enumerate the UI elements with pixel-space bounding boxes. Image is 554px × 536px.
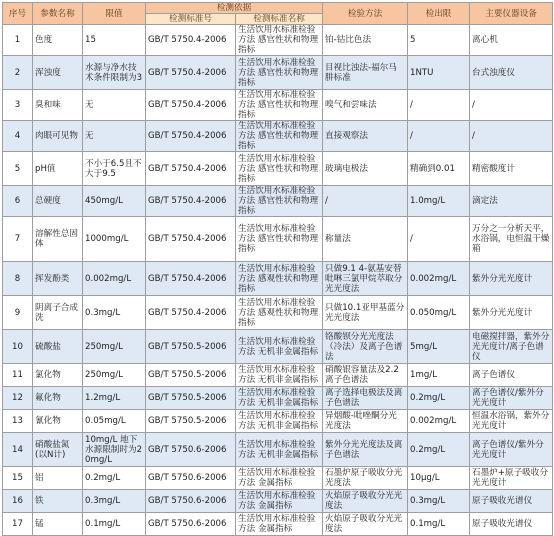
cell-param: 肉眼可见物: [33, 121, 83, 152]
cell-std-no: GB/T 5750.6-2006: [146, 490, 236, 513]
cell-method: 紫外分光光度法及离子色谱法: [323, 433, 408, 467]
cell-method: 火焰原子吸收分光光度法: [323, 490, 408, 513]
header-no: 序号: [3, 3, 33, 25]
cell-limit: 0.1mg/L: [83, 513, 146, 536]
cell-detect: 0.2mg/L: [408, 387, 470, 410]
cell-instrument: 原子吸收光谱仪: [470, 490, 553, 513]
header-limit: 限值: [83, 3, 146, 25]
cell-param: 氯化物: [33, 364, 83, 387]
cell-std-no: GB/T 5750.6-2006: [146, 513, 236, 536]
table-row: [3, 186, 553, 217]
cell-instrument: 紫外分光光度计: [470, 262, 553, 296]
cell-instrument: 石墨炉+原子吸收分光光度计: [470, 467, 553, 490]
header-std-name: 检测标准名称: [236, 14, 323, 25]
cell-limit: 无: [83, 90, 146, 121]
cell-limit: 10mg/L 地下水源限制时为20mg/L: [83, 433, 146, 467]
header-detect: 检出限: [408, 3, 470, 25]
cell-method: 称量法: [323, 217, 408, 262]
cell-method: 铂-钴比色法: [323, 25, 408, 56]
cell-detect: 0.1mg/L: [408, 513, 470, 536]
cell-std-no: GB/T 5750.5-2006: [146, 330, 236, 364]
cell-no: 9: [3, 296, 33, 330]
cell-param: 铁: [33, 490, 83, 513]
cell-std-no: GB/T 5750.5-2006: [146, 364, 236, 387]
table-row: [3, 364, 553, 387]
cell-detect: 0.002mg/L: [408, 410, 470, 433]
cell-param: 氰化物: [33, 410, 83, 433]
cell-std-no: GB/T 5750.4-2006: [146, 186, 236, 217]
cell-std-no: GB/T 5750.5-2006: [146, 387, 236, 410]
cell-method: 只做10.1亚甲基蓝分光光度法: [323, 296, 408, 330]
cell-no: 12: [3, 387, 33, 410]
cell-detect: 0.002mg/L: [408, 262, 470, 296]
cell-method: 只做9.1 4-氨基安替吡啉三氯甲烷萃取分光光度法: [323, 262, 408, 296]
cell-param: 硝酸盐氮(以N计): [33, 433, 83, 467]
table-row: [3, 25, 553, 56]
cell-std-no: GB/T 5750.5-2006: [146, 410, 236, 433]
cell-param: 总硬度: [33, 186, 83, 217]
cell-std-name: 生活饮用水标准检验方法 感观性状和物理指标: [236, 296, 323, 330]
cell-std-name: 生活饮用水标准检验方法 感官性状和物理指标: [236, 25, 323, 56]
cell-detect: 0.2mg/L: [408, 433, 470, 467]
cell-method: 异烟酸-吡唑酮分光光度法: [323, 410, 408, 433]
cell-std-no: GB/T 5750.6-2006: [146, 467, 236, 490]
cell-method: 离子选择电极法及离子色谱法: [323, 387, 408, 410]
cell-detect: /: [408, 90, 470, 121]
cell-no: 5: [3, 152, 33, 186]
cell-std-name: 生活饮用水标准检验方法 无机非金属指标: [236, 410, 323, 433]
cell-limit: 不小于6.5且不大于9.5: [83, 152, 146, 186]
cell-no: 10: [3, 330, 33, 364]
cell-no: 1: [3, 25, 33, 56]
cell-param: 挥发酚类: [33, 262, 83, 296]
table-row: [3, 152, 553, 186]
cell-std-no: GB/T 5750.6-2006: [146, 433, 236, 467]
cell-method: 直接观察法: [323, 121, 408, 152]
table-row: [3, 262, 553, 296]
header-method: 检验方法: [323, 3, 408, 25]
header-std-no: 检测标准号: [146, 14, 236, 25]
cell-detect: 0.050mg/L: [408, 296, 470, 330]
table-row: [3, 433, 553, 467]
cell-instrument: 离心机: [470, 25, 553, 56]
cell-no: 11: [3, 364, 33, 387]
cell-detect: 0.3mg/L: [408, 490, 470, 513]
table-header: [3, 3, 553, 25]
cell-limit: 1.2mg/L: [83, 387, 146, 410]
water-test-table: [2, 2, 553, 536]
header-basis: 检测依据: [146, 3, 323, 14]
cell-detect: 1mg/L: [408, 364, 470, 387]
cell-param: 硫酸盐: [33, 330, 83, 364]
cell-std-name: 生活饮用水标准检验方法 金属指标: [236, 467, 323, 490]
cell-instrument: 原子吸收光谱仪: [470, 513, 553, 536]
cell-detect: 精确到0.01: [408, 152, 470, 186]
table-row: [3, 330, 553, 364]
cell-instrument: 电磁搅拌器，紫外分光光度计/离子色谱仪: [470, 330, 553, 364]
cell-no: 15: [3, 467, 33, 490]
table-body: [3, 25, 553, 536]
table-row: [3, 296, 553, 330]
cell-std-no: GB/T 5750.4-2006: [146, 262, 236, 296]
cell-limit: 0.3mg/L: [83, 296, 146, 330]
cell-method: 玻璃电极法: [323, 152, 408, 186]
cell-param: 臭和味: [33, 90, 83, 121]
cell-std-no: GB/T 5750.4-2006: [146, 296, 236, 330]
cell-no: 8: [3, 262, 33, 296]
cell-std-no: GB/T 5750.4-2006: [146, 56, 236, 90]
cell-instrument: 紫外分光光度计: [470, 296, 553, 330]
cell-param: 阴离子合成洗: [33, 296, 83, 330]
cell-no: 3: [3, 90, 33, 121]
cell-limit: 250mg/L: [83, 330, 146, 364]
cell-no: 17: [3, 513, 33, 536]
cell-instrument: 精密酸度计: [470, 152, 553, 186]
cell-method: 石墨炉原子吸收分光光度法: [323, 467, 408, 490]
cell-limit: 0.3mg/L: [83, 490, 146, 513]
table-row: [3, 90, 553, 121]
table-row: [3, 513, 553, 536]
cell-limit: 无: [83, 121, 146, 152]
cell-std-name: 生活饮用水标准检验方法 金属指标: [236, 513, 323, 536]
cell-std-name: 生活饮用水标准检验方法 感观性状和物理指标: [236, 262, 323, 296]
cell-param: 浑浊度: [33, 56, 83, 90]
cell-param: 锰: [33, 513, 83, 536]
cell-method: 硝酸银容量法及2.2离子色谱法: [323, 364, 408, 387]
cell-no: 2: [3, 56, 33, 90]
table-row: [3, 56, 553, 90]
cell-detect: 5: [408, 25, 470, 56]
cell-std-name: 生活饮用水标准检验方法 无机非金属指标: [236, 387, 323, 410]
cell-no: 16: [3, 490, 33, 513]
cell-instrument: 恒温水浴锅，紫外分光光度计: [470, 410, 553, 433]
cell-detect: 1.0mg/L: [408, 186, 470, 217]
cell-param: pH值: [33, 152, 83, 186]
cell-limit: 250mg/L: [83, 364, 146, 387]
table-row: [3, 490, 553, 513]
cell-std-name: 生活饮用水标准检验方法 无机非金属指标: [236, 330, 323, 364]
cell-limit: 15: [83, 25, 146, 56]
cell-instrument: 台式浊度仪: [470, 56, 553, 90]
cell-param: 氟化物: [33, 387, 83, 410]
cell-method: 铬酸钡分光光度法（冷法）及离子色谱法: [323, 330, 408, 364]
cell-no: 13: [3, 410, 33, 433]
cell-no: 6: [3, 186, 33, 217]
cell-std-name: 生活饮用水标准检验方法 感官性状和物理指标: [236, 217, 323, 262]
cell-limit: 0.2mg/L: [83, 467, 146, 490]
cell-instrument: /: [470, 90, 553, 121]
cell-param: 溶解性总固体: [33, 217, 83, 262]
cell-method: 嗅气和尝味法: [323, 90, 408, 121]
table-row: [3, 410, 553, 433]
table-row: [3, 217, 553, 262]
cell-instrument: /: [470, 121, 553, 152]
cell-detect: 5mg/L: [408, 330, 470, 364]
cell-std-name: 生活饮用水标准检验方法 金属指标: [236, 490, 323, 513]
cell-instrument: 滴定法: [470, 186, 553, 217]
table-row: [3, 467, 553, 490]
cell-instrument: 离子色谱仪: [470, 364, 553, 387]
table-row: [3, 387, 553, 410]
cell-detect: /: [408, 217, 470, 262]
cell-std-no: GB/T 5750.4-2006: [146, 217, 236, 262]
cell-std-name: 生活饮用水标准检验方法 无机非金属指标: [236, 433, 323, 467]
cell-limit: 水源与净水技术条件限制为3: [83, 56, 146, 90]
cell-no: 7: [3, 217, 33, 262]
header-param: 参数名称: [33, 3, 83, 25]
cell-limit: 1000mg/L: [83, 217, 146, 262]
cell-param: 色度: [33, 25, 83, 56]
cell-method: 目视比浊法-福尔马肼标准: [323, 56, 408, 90]
cell-std-name: 生活饮用水标准检验方法 感官性状和物理指标: [236, 90, 323, 121]
cell-limit: 0.05mg/L: [83, 410, 146, 433]
cell-detect: /: [408, 121, 470, 152]
cell-std-no: GB/T 5750.4-2006: [146, 121, 236, 152]
cell-method: /: [323, 186, 408, 217]
table-row: [3, 121, 553, 152]
cell-instrument: 离子色谱仪/紫外分光光度计: [470, 433, 553, 467]
cell-std-name: 生活饮用水标准检验方法 感官性状和物理指标: [236, 186, 323, 217]
cell-std-no: GB/T 5750.4-2006: [146, 152, 236, 186]
cell-std-no: GB/T 5750.4-2006: [146, 90, 236, 121]
cell-std-name: 生活饮用水标准检验方法 感官性状和物理指标: [236, 121, 323, 152]
cell-detect: 10μg/L: [408, 467, 470, 490]
cell-no: 4: [3, 121, 33, 152]
cell-param: 铝: [33, 467, 83, 490]
cell-method: 火焰原子吸收分光光度法: [323, 513, 408, 536]
cell-instrument: 万分之一分析天平，水浴锅，电恒温干燥箱: [470, 217, 553, 262]
cell-instrument: 离子色谱仪/紫外分光光度计: [470, 387, 553, 410]
cell-std-no: GB/T 5750.4-2006: [146, 25, 236, 56]
cell-no: 14: [3, 433, 33, 467]
cell-std-name: 生活饮用水标准检验方法 无机非金属指标: [236, 364, 323, 387]
cell-detect: 1NTU: [408, 56, 470, 90]
cell-limit: 0.002mg/L: [83, 262, 146, 296]
cell-std-name: 生活饮用水标准检验方法 感官性状和物理指标: [236, 56, 323, 90]
cell-limit: 450mg/L: [83, 186, 146, 217]
cell-std-name: 生活饮用水标准检验方法 感官性状和物理指标: [236, 152, 323, 186]
header-instrument: 主要仪器设备: [470, 3, 553, 25]
